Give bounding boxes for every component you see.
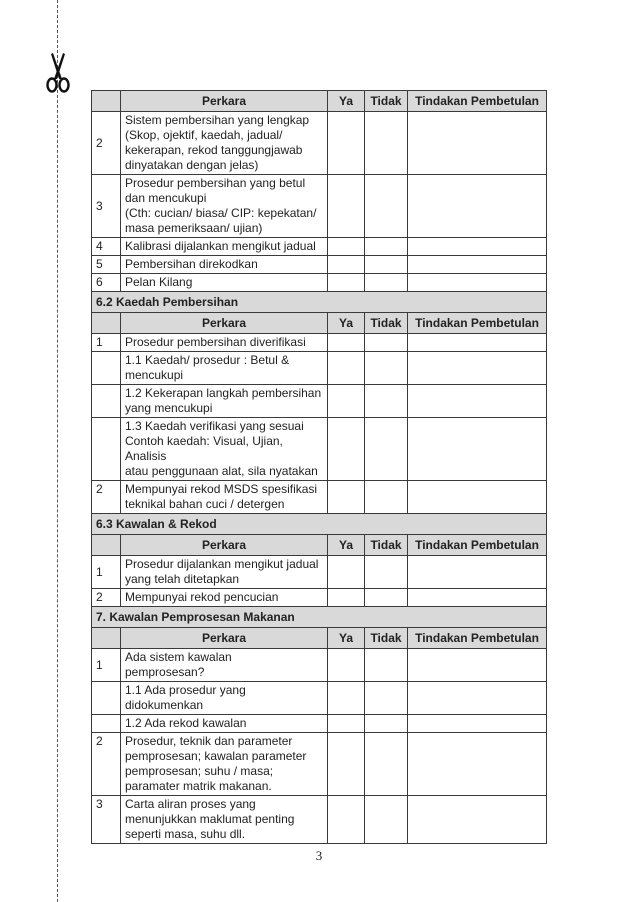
row-item-text: 1.1 Kaedah/ prosedur : Betul & mencukupi bbox=[121, 352, 328, 385]
ya-cell[interactable] bbox=[328, 385, 365, 418]
header-num-cell bbox=[92, 91, 121, 112]
tidak-cell[interactable] bbox=[365, 256, 408, 274]
row-number: 4 bbox=[92, 238, 121, 256]
ya-cell[interactable] bbox=[328, 682, 365, 715]
header-num-cell bbox=[92, 535, 121, 556]
section-title-row bbox=[92, 607, 547, 628]
table-row bbox=[92, 649, 547, 682]
row-item-text: Mempunyai rekod pencucian bbox=[121, 589, 328, 607]
table-header-row bbox=[92, 535, 547, 556]
row-item-text: Pelan Kilang bbox=[121, 274, 328, 292]
row-number: 2 bbox=[92, 112, 121, 175]
row-item-text: Prosedur pembersihan diverifikasi bbox=[121, 334, 328, 352]
header-perkara: Perkara bbox=[121, 91, 328, 112]
row-item-text: 1.1 Ada prosedur yang didokumenkan bbox=[121, 682, 328, 715]
header-tindakan: Tindakan Pembetulan bbox=[408, 91, 547, 112]
tidak-cell[interactable] bbox=[365, 334, 408, 352]
header-tidak: Tidak bbox=[365, 91, 408, 112]
table-row bbox=[92, 385, 547, 418]
header-tidak: Tidak bbox=[365, 535, 408, 556]
ya-cell[interactable] bbox=[328, 238, 365, 256]
header-ya: Ya bbox=[328, 91, 365, 112]
table-row bbox=[92, 256, 547, 274]
tidak-cell[interactable] bbox=[365, 649, 408, 682]
row-number bbox=[92, 385, 121, 418]
tidak-cell[interactable] bbox=[365, 274, 408, 292]
ya-cell[interactable] bbox=[328, 352, 365, 385]
table-row bbox=[92, 556, 547, 589]
row-item-text: Prosedur, teknik dan parameter pemprosesan; kawalan parameter pemprosesan; suhu / masa; paramater matrik makanan. bbox=[121, 733, 328, 796]
row-number: 1 bbox=[92, 556, 121, 589]
tidak-cell[interactable] bbox=[365, 682, 408, 715]
row-number bbox=[92, 715, 121, 733]
tindakan-cell[interactable] bbox=[408, 589, 547, 607]
ya-cell[interactable] bbox=[328, 556, 365, 589]
table-row bbox=[92, 238, 547, 256]
table-row bbox=[92, 715, 547, 733]
tidak-cell[interactable] bbox=[365, 733, 408, 796]
page-number: 3 bbox=[315, 848, 323, 863]
tidak-cell[interactable] bbox=[365, 112, 408, 175]
row-item-text: Mempunyai rekod MSDS spesifikasi teknikal bahan cuci / detergen bbox=[121, 481, 328, 514]
table-row bbox=[92, 334, 547, 352]
tindakan-cell[interactable] bbox=[408, 274, 547, 292]
tindakan-cell[interactable] bbox=[408, 418, 547, 481]
header-tindakan: Tindakan Pembetulan bbox=[408, 313, 547, 334]
ya-cell[interactable] bbox=[328, 334, 365, 352]
tidak-cell[interactable] bbox=[365, 385, 408, 418]
tindakan-cell[interactable] bbox=[408, 256, 547, 274]
row-item-text: Sistem pembersihan yang lengkap (Skop, ojektif, kaedah, jadual/ kekerapan, rekod tanggungjawab dinyatakan dengan jelas) bbox=[121, 112, 328, 175]
header-perkara: Perkara bbox=[121, 628, 328, 649]
table-row bbox=[92, 274, 547, 292]
row-item-text: Pembersihan direkodkan bbox=[121, 256, 328, 274]
header-perkara: Perkara bbox=[121, 313, 328, 334]
tidak-cell[interactable] bbox=[365, 796, 408, 844]
tidak-cell[interactable] bbox=[365, 481, 408, 514]
tidak-cell[interactable] bbox=[365, 589, 408, 607]
tidak-cell[interactable] bbox=[365, 556, 408, 589]
tindakan-cell[interactable] bbox=[408, 715, 547, 733]
row-number bbox=[92, 352, 121, 385]
cut-line bbox=[57, 0, 58, 902]
row-number: 2 bbox=[92, 589, 121, 607]
tidak-cell[interactable] bbox=[365, 238, 408, 256]
tidak-cell[interactable] bbox=[365, 175, 408, 238]
tidak-cell[interactable] bbox=[365, 352, 408, 385]
tindakan-cell[interactable] bbox=[408, 682, 547, 715]
row-number: 2 bbox=[92, 733, 121, 796]
tidak-cell[interactable] bbox=[365, 715, 408, 733]
header-tindakan: Tindakan Pembetulan bbox=[408, 535, 547, 556]
header-ya: Ya bbox=[328, 628, 365, 649]
tindakan-cell[interactable] bbox=[408, 352, 547, 385]
row-number: 3 bbox=[92, 796, 121, 844]
ya-cell[interactable] bbox=[328, 481, 365, 514]
row-number: 5 bbox=[92, 256, 121, 274]
header-tindakan: Tindakan Pembetulan bbox=[408, 628, 547, 649]
table-row bbox=[92, 481, 547, 514]
row-number bbox=[92, 682, 121, 715]
tindakan-cell[interactable] bbox=[408, 733, 547, 796]
header-ya: Ya bbox=[328, 313, 365, 334]
ya-cell[interactable] bbox=[328, 796, 365, 844]
row-item-text: Prosedur pembersihan yang betul dan mencukupi (Cth: cucian/ biasa/ CIP: kepekatan/ masa pemeriksaan/ ujian) bbox=[121, 175, 328, 238]
section-title-6-3: 6.3 Kawalan & Rekod bbox=[92, 514, 547, 535]
section-title-row bbox=[92, 514, 547, 535]
row-item-text: 1.2 Ada rekod kawalan bbox=[121, 715, 328, 733]
header-tidak: Tidak bbox=[365, 628, 408, 649]
ya-cell[interactable] bbox=[328, 274, 365, 292]
ya-cell[interactable] bbox=[328, 649, 365, 682]
ya-cell[interactable] bbox=[328, 175, 365, 238]
tindakan-cell[interactable] bbox=[408, 334, 547, 352]
header-perkara: Perkara bbox=[121, 535, 328, 556]
row-item-text: 1.3 Kaedah verifikasi yang sesuai Contoh kaedah: Visual, Ujian, Analisis atau penggunaan alat, sila nyatakan bbox=[121, 418, 328, 481]
row-item-text: Prosedur dijalankan mengikut jadual yang telah ditetapkan bbox=[121, 556, 328, 589]
ya-cell[interactable] bbox=[328, 715, 365, 733]
tindakan-cell[interactable] bbox=[408, 481, 547, 514]
section-title-6-2: 6.2 Kaedah Pembersihan bbox=[92, 292, 547, 313]
row-number: 1 bbox=[92, 649, 121, 682]
row-number: 2 bbox=[92, 481, 121, 514]
tindakan-cell[interactable] bbox=[408, 556, 547, 589]
row-number: 3 bbox=[92, 175, 121, 238]
table-header-row bbox=[92, 628, 547, 649]
row-number: 1 bbox=[92, 334, 121, 352]
header-ya: Ya bbox=[328, 535, 365, 556]
ya-cell[interactable] bbox=[328, 112, 365, 175]
row-number: 6 bbox=[92, 274, 121, 292]
section-title-row bbox=[92, 292, 547, 313]
tindakan-cell[interactable] bbox=[408, 175, 547, 238]
header-num-cell bbox=[92, 628, 121, 649]
tindakan-cell[interactable] bbox=[408, 238, 547, 256]
scissors-icon bbox=[44, 50, 72, 94]
row-number bbox=[92, 418, 121, 481]
table-header-row bbox=[92, 313, 547, 334]
ya-cell[interactable] bbox=[328, 733, 365, 796]
checklist-table bbox=[91, 90, 547, 844]
header-tidak: Tidak bbox=[365, 313, 408, 334]
tindakan-cell[interactable] bbox=[408, 112, 547, 175]
tidak-cell[interactable] bbox=[365, 418, 408, 481]
tindakan-cell[interactable] bbox=[408, 385, 547, 418]
table-row bbox=[92, 589, 547, 607]
tindakan-cell[interactable] bbox=[408, 649, 547, 682]
tindakan-cell[interactable] bbox=[408, 796, 547, 844]
row-item-text: Kalibrasi dijalankan mengikut jadual bbox=[121, 238, 328, 256]
table-row bbox=[92, 733, 547, 796]
table-row bbox=[92, 175, 547, 238]
table-row bbox=[92, 112, 547, 175]
row-item-text: 1.2 Kekerapan langkah pembersihan yang mencukupi bbox=[121, 385, 328, 418]
row-item-text: Ada sistem kawalan pemprosesan? bbox=[121, 649, 328, 682]
table-row bbox=[92, 796, 547, 844]
ya-cell[interactable] bbox=[328, 418, 365, 481]
row-item-text: Carta aliran proses yang menunjukkan maklumat penting seperti masa, suhu dll. bbox=[121, 796, 328, 844]
table-header-row bbox=[92, 91, 547, 112]
table-row bbox=[92, 352, 547, 385]
section-title-7: 7. Kawalan Pemprosesan Makanan bbox=[92, 607, 547, 628]
header-num-cell bbox=[92, 313, 121, 334]
ya-cell[interactable] bbox=[328, 256, 365, 274]
table-row bbox=[92, 418, 547, 481]
table-row bbox=[92, 682, 547, 715]
ya-cell[interactable] bbox=[328, 589, 365, 607]
